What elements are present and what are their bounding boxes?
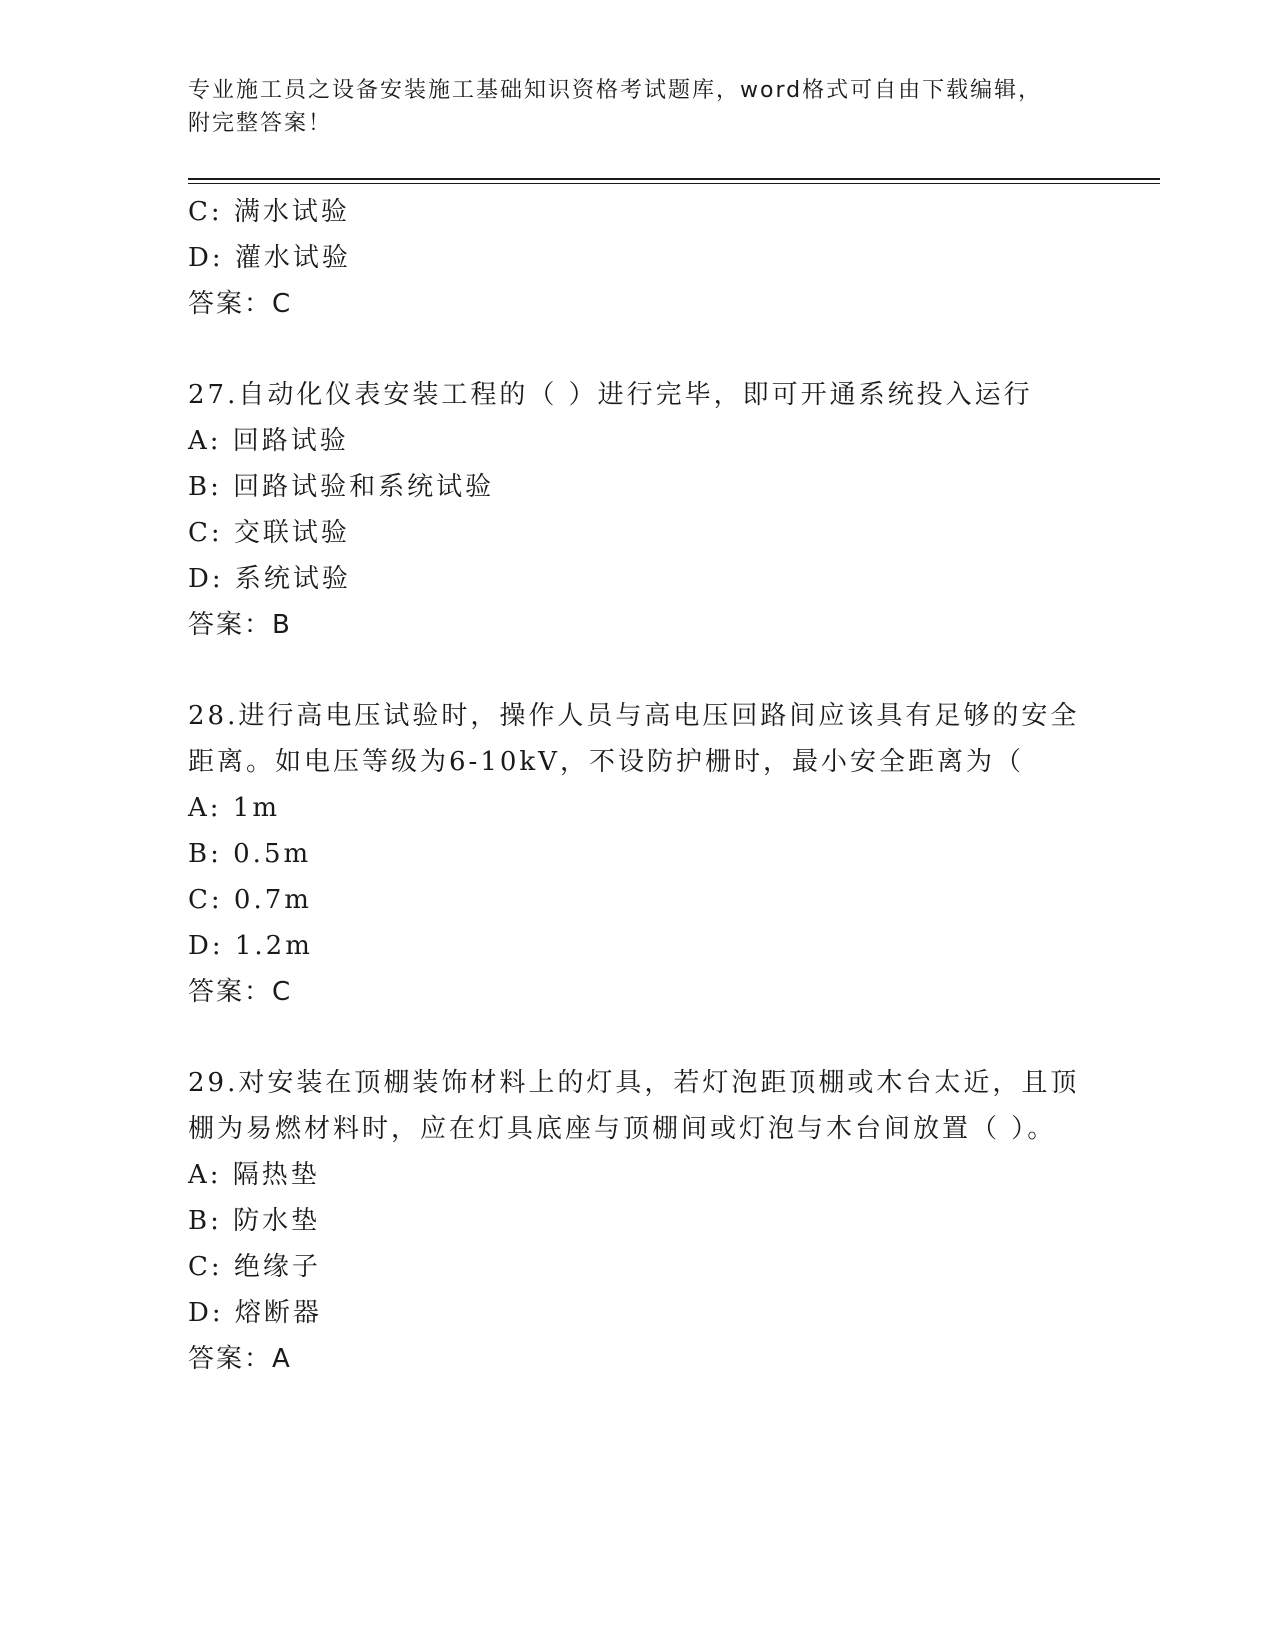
question-stem-line-1: 28.进行高电压试验时，操作人员与高电压回路间应该具有足够的安全 xyxy=(188,701,1080,731)
answer-line: 答案：C xyxy=(188,289,293,319)
option-d: D: 灌水试验 xyxy=(188,243,351,273)
question-stem-line-2: 距离。如电压等级为6-10kV，不设防护栅时，最小安全距离为（ xyxy=(188,747,1024,777)
header-divider-thin xyxy=(188,183,1160,184)
header-divider-thick xyxy=(188,178,1160,180)
option-d: D: 熔断器 xyxy=(188,1298,322,1328)
question-stem-line-2: 棚为易燃材料时，应在灯具底座与顶棚间或灯泡与木台间放置（ ）。 xyxy=(188,1114,1057,1144)
answer-line: 答案：A xyxy=(188,1344,292,1374)
question-list xyxy=(188,189,1088,1382)
answer-line: 答案：C xyxy=(188,977,293,1007)
option-a: A: 隔热垫 xyxy=(188,1160,320,1190)
document-header xyxy=(188,74,1068,140)
option-d: D: 系统试验 xyxy=(188,564,351,594)
header-line-1: 专业施工员之设备安装施工基础知识资格考试题库，word格式可自由下载编辑， xyxy=(188,78,1043,103)
question-26-continued xyxy=(188,189,1088,327)
spacer xyxy=(188,648,1088,693)
question-29 xyxy=(188,1060,1088,1382)
option-c: C: 交联试验 xyxy=(188,518,350,548)
question-27 xyxy=(188,372,1088,648)
answer-line: 答案：B xyxy=(188,610,292,640)
option-a: A: 1m xyxy=(188,793,280,823)
option-a: A: 回路试验 xyxy=(188,426,349,456)
option-c: C: 绝缘子 xyxy=(188,1252,321,1282)
option-b: B: 防水垫 xyxy=(188,1206,321,1236)
spacer xyxy=(188,1015,1088,1060)
option-c: C: 0.7m xyxy=(188,885,312,915)
option-b: B: 回路试验和系统试验 xyxy=(188,472,495,502)
option-c: C: 满水试验 xyxy=(188,197,350,227)
question-stem-line-1: 29.对安装在顶棚装饰材料上的灯具，若灯泡距顶棚或木台太近，且顶 xyxy=(188,1068,1080,1098)
question-28 xyxy=(188,693,1088,1015)
option-d: D: 1.2m xyxy=(188,931,313,961)
spacer xyxy=(188,327,1088,372)
option-b: B: 0.5m xyxy=(188,839,312,869)
question-stem: 27.自动化仪表安装工程的（ ）进行完毕，即可开通系统投入运行 xyxy=(188,380,1033,410)
header-line-2: 附完整答案！ xyxy=(188,111,333,136)
